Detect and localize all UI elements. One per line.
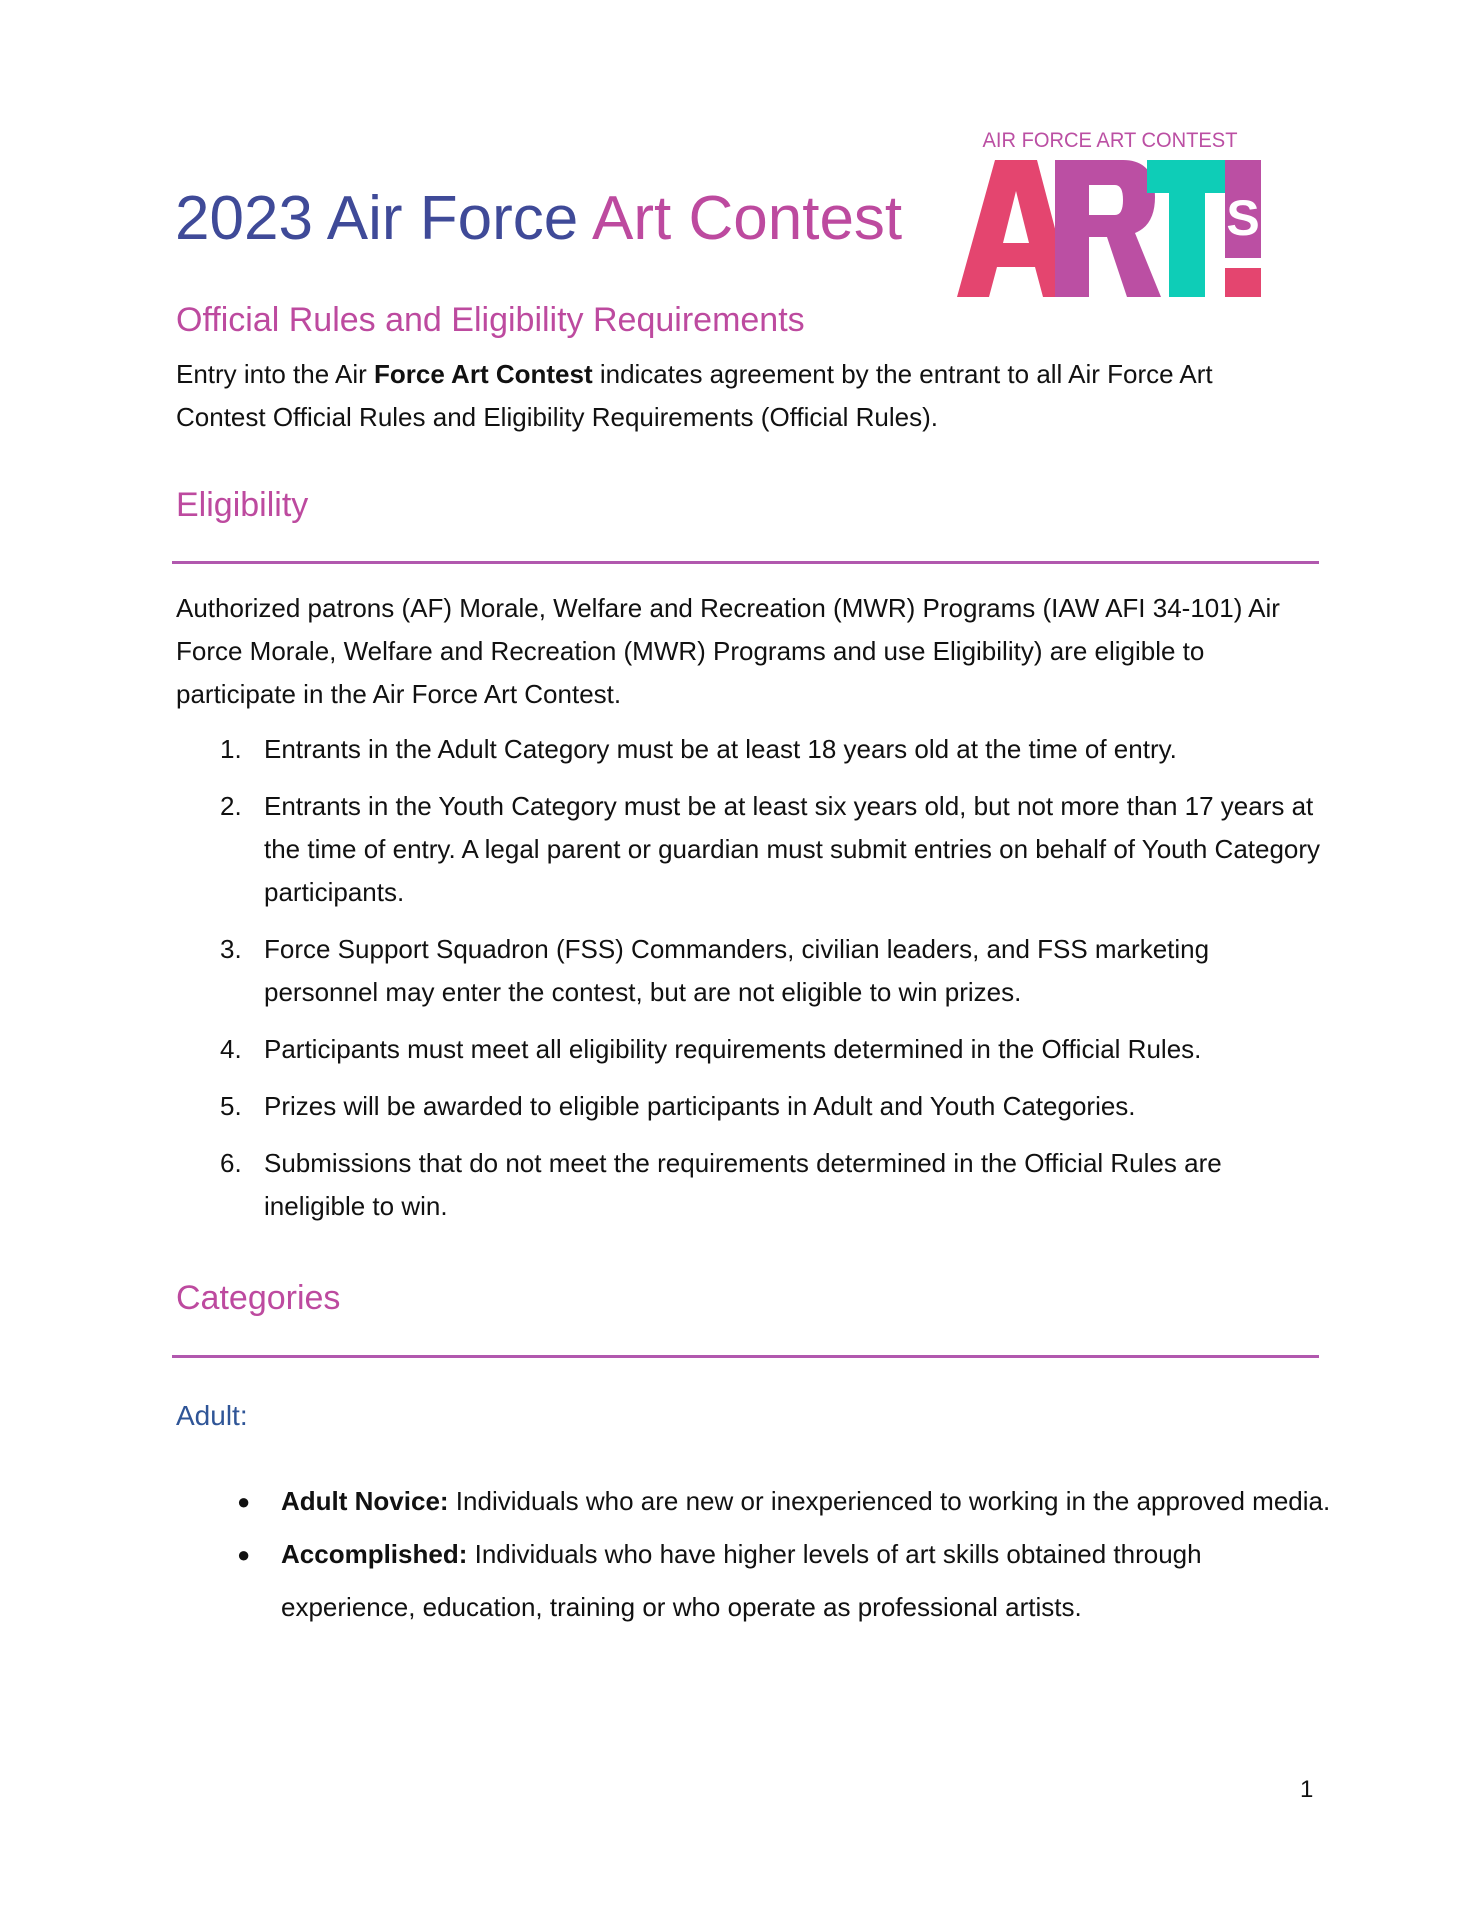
eligibility-paragraph: Authorized patrons (AF) Morale, Welfare and Recreation (MWR) Programs (IAW AFI 34-101) Air Force Morale, Welfare and Recreation (MWR) Programs and use Eligibility) are eligible to participate in the Air Force Art Contest. bbox=[176, 593, 1280, 709]
categories-heading: Categories bbox=[176, 1279, 341, 1317]
list-item: ● Adult Novice: Individuals who are new or inexperienced to working in the approved media. bbox=[237, 1475, 1337, 1528]
logo-letter-t bbox=[1147, 160, 1227, 297]
eligibility-heading: Eligibility bbox=[176, 486, 309, 524]
intro-bold: Force Art Contest bbox=[373, 359, 593, 389]
svg-text:S: S bbox=[1226, 190, 1260, 246]
eligibility-list bbox=[176, 728, 1326, 1242]
page-title bbox=[175, 183, 902, 255]
title-part-2: Art Contest bbox=[592, 184, 903, 253]
bullet-icon: ● bbox=[237, 1489, 251, 1514]
list-item: 3. Force Support Squadron (FSS) Commanders, civilian leaders, and FSS marketing personnel may enter the contest, but are not eligible to win prizes. bbox=[220, 934, 1210, 1007]
categories-list bbox=[237, 1475, 1337, 1634]
list-item: 1. Entrants in the Adult Category must be at least 18 years old at the time of entry. bbox=[220, 734, 1177, 764]
list-item: 6. Submissions that do not meet the requirements determined in the Official Rules are ineligible to win. bbox=[220, 1148, 1222, 1221]
rules-heading: Official Rules and Eligibility Requirements bbox=[176, 301, 805, 339]
title-part-1: 2023 Air Force bbox=[175, 184, 579, 253]
adult-heading: Adult: bbox=[176, 1400, 248, 1431]
intro-paragraph: Entry into the Air Force Art Contest indicates agreement by the entrant to all Air Force Art Contest Official Rules and Eligibility Requirements (Official Rules). bbox=[176, 359, 1213, 432]
eligibility-divider bbox=[172, 561, 1319, 564]
bullet-icon: ● bbox=[237, 1542, 251, 1567]
list-item: 5. Prizes will be awarded to eligible participants in Adult and Youth Categories. bbox=[220, 1091, 1136, 1121]
logo-top-text: AIR FORCE ART CONTEST bbox=[982, 129, 1238, 152]
list-item: 4. Participants must meet all eligibility requirements determined in the Official Rules. bbox=[220, 1034, 1202, 1064]
categories-divider bbox=[172, 1355, 1319, 1358]
list-item: 2. Entrants in the Youth Category must be at least six years old, but not more than 17 years at the time of entry. A legal parent or guardian must submit entries on behalf of Youth Category participants. bbox=[220, 791, 1321, 907]
arts-logo bbox=[955, 125, 1265, 301]
list-item: ● Accomplished: Individuals who have higher levels of art skills obtained through experience, education, training or who operate as professional artists. bbox=[237, 1528, 1337, 1634]
page-number: 1 bbox=[1300, 1776, 1314, 1803]
logo-letter-r bbox=[1055, 160, 1161, 297]
